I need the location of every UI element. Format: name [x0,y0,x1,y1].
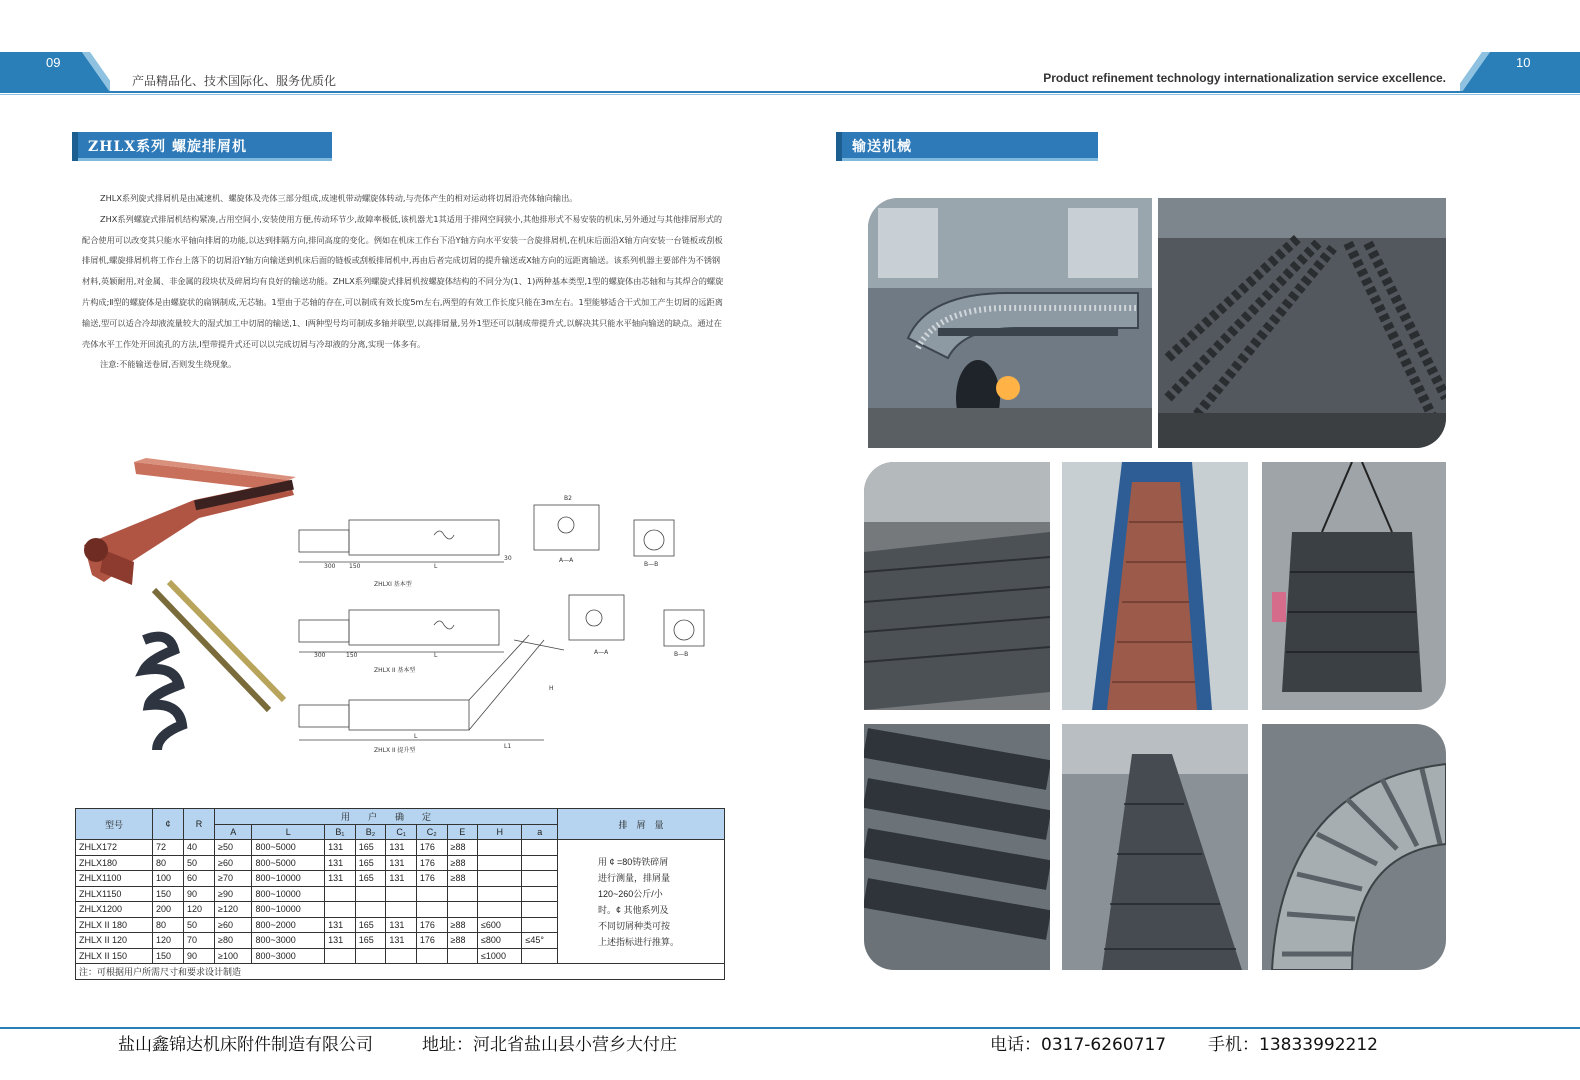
table-cell: 72 [153,840,184,856]
table-cell [355,902,386,918]
table-cell [522,840,558,856]
product-description [82,188,726,375]
table-cell: 80 [153,855,184,871]
photo-chain-plate-belt-lifted [1262,462,1446,710]
table-cell: ≥60 [215,917,252,933]
table-cell: ≥100 [215,948,252,964]
table-cell [325,948,356,964]
drawing-type1 [299,495,674,588]
table-cell: ≥60 [215,855,252,871]
drawing-caption: ZHLX II 提升型 [374,747,416,754]
dim-label: 150 [349,563,361,570]
table-cell: 800~10000 [252,886,325,902]
th-h: H [477,824,521,840]
photo-long-chain-conveyor [1062,724,1248,970]
table-cell [416,948,447,964]
section-title-conveyors: 输送机械 [852,139,912,155]
th-b1: B₁ [325,824,356,840]
table-cell: 176 [416,933,447,949]
table-cell: ≥88 [447,917,477,933]
section-title-screw-conveyor: ZHLX系列 螺旋排屑机 [88,139,248,155]
description-note: 注意:不能输送卷屑,否则发生绕现象。 [100,359,237,370]
table-cell: 60 [184,871,215,887]
table-cell: 150 [153,948,184,964]
table-cell: 40 [184,840,215,856]
th-alpha: a [522,824,558,840]
photo-inclined-scraper-conveyor [1062,462,1248,710]
footer-address: 地址：河北省盐山县小营乡大付庄 [422,1035,677,1055]
table-cell: 131 [386,933,417,949]
drawing-type2 [299,595,704,674]
table-cell: 165 [355,840,386,856]
table-cell [477,902,521,918]
capacity-note-line: 120~260公斤/小 [598,888,663,899]
table-cell: 800~5000 [252,855,325,871]
table-cell: ZHLX1100 [76,871,153,887]
table-cell [477,855,521,871]
th-capacity: 排 屑 量 [558,809,725,840]
spiral-blade-image [144,637,182,750]
capacity-note-line: 上述指标进行推算。 [598,936,680,947]
table-cell: ZHLX1200 [76,902,153,918]
table-cell: ≥88 [447,840,477,856]
th-c1: C₁ [386,824,417,840]
footer-phone: 电话：0317-6260717 [990,1035,1167,1055]
photo-chain-plate-stack [864,724,1050,970]
table-cell: 165 [355,871,386,887]
table-cell: 90 [184,886,215,902]
table-cell [386,948,417,964]
header-rule [0,91,1580,93]
capacity-note-line: 用 ¢ =80铸铁碎屑 [598,856,669,867]
dim-label: A—A [594,649,609,656]
photo-screw-shafts [1158,198,1446,448]
table-cell [522,902,558,918]
th-a: A [215,824,252,840]
table-cell: 131 [325,855,356,871]
drawing-caption: ZHLXI 基本型 [374,581,412,588]
table-cell [447,886,477,902]
table-footnote: 注：可根据用户所需尺寸和要求设计制造 [76,964,725,980]
footer-mobile: 手机：13833992212 [1208,1035,1378,1055]
table-cell: ≥88 [447,871,477,887]
table-cell: 131 [386,917,417,933]
description-paragraph: ZHLX系列旋式排屑机是由减速机、螺旋体及壳体三部分组成,成速机带动螺旋体转动,与壳体产生的相对运动将切屑沿壳体轴向输出。 [100,193,578,203]
capacity-note [558,840,725,964]
table-cell: 176 [416,840,447,856]
product-illustration [74,450,734,780]
table-cell: ZHLX180 [76,855,153,871]
drawing-type3 [299,635,564,754]
table-cell: 131 [386,840,417,856]
table-cell: 50 [184,855,215,871]
dim-label: H [549,685,554,692]
table-cell: ≥50 [215,840,252,856]
table-cell: 800~2000 [252,917,325,933]
table-cell: 800~10000 [252,871,325,887]
table-cell: ZHLX II 180 [76,917,153,933]
table-cell [416,902,447,918]
description-paragraph: ZHX系列螺旋式排屑机结构紧凑,占用空间小,安装使用方便,传动环节少,故障率极低,该机器尤1其适用于排网空间狭小,其他排形式不易安装的机床,另外通过与其他排屑形式的配合使用可以改变其只能水平轴向排屑的功能,以达到排隔方向,排同高度的变化。例如在机床工作台下沿Y轴方向水平安装一合旋排屑机,在机床后面沿X轴方向安装一台链板或刮板排屑机,螺旋排屑机将工作台上落下的切屑沿Y轴方向输送到机床后面的链板或刮板排屑机中,再由后者完成切屑的提升输送或X轴方向的远距离输送。该系列机器主要部件为不锈钢材料,英颖耐用,对金属、非金属的段块状及碎屑均有良好的输送功能。ZHLX系列螺旋式排屑机按螺旋体结构的不同分为(1、1)两种基本类型,1型的螺旋体由芯轴和与其焊合的螺旋片构成;Ⅱ型的螺旋体是由螺旋状的扁钢制成,无芯轴。1型由于芯轴的存在,可以制成有效长度5m左右,两型的有效工作长度只能在3m左右。1型能够适合干式加工产生切屑的远距离输送,型可以适合冷却液流量较大的湿式加工中切屑的输送,1、I两种型号均可制成多轴并联型,以高排屑量,另外1型还可以制成带提升式,以解决其只能水平轴向输送的缺点。通过在壳体水平工作处开回流孔的方法,I型带提升式还可以以完成切屑与冷却液的分离,实现一体多有。 [82,213,724,349]
table-cell: ≤600 [477,917,521,933]
table-cell: 131 [325,917,356,933]
table-cell: ZHLX II 150 [76,948,153,964]
slogan-chinese: 产品精品化、技术国际化、服务优质化 [132,74,337,88]
table-cell [477,840,521,856]
table-cell [522,948,558,964]
photo-curved-roller-conveyor [1262,724,1446,970]
table-cell: 131 [325,871,356,887]
footer-company: 盐山鑫锦达机床附件制造有限公司 [118,1035,373,1055]
table-cell: ≤1000 [477,948,521,964]
table-cell: 50 [184,917,215,933]
table-cell: 90 [184,948,215,964]
table-cell: ≤45° [522,933,558,949]
table-cell [522,871,558,887]
table-cell [477,871,521,887]
table-cell: ZHLX1150 [76,886,153,902]
dim-label: 150 [346,652,358,659]
dim-label: B—B [644,561,659,568]
table-cell [522,886,558,902]
page-number-right: 10 [1516,55,1531,70]
table-cell: ≥88 [447,933,477,949]
dim-label: 300 [314,652,326,659]
table-cell: 150 [153,886,184,902]
table-cell [447,948,477,964]
th-user-defined: 用 户 确 定 [215,809,558,825]
table-cell: ≥120 [215,902,252,918]
dim-label: L [414,733,418,740]
table-cell: ZHLX II 120 [76,933,153,949]
th-c2: C₂ [416,824,447,840]
table-cell: ≥88 [447,855,477,871]
table-cell: 70 [184,933,215,949]
table-cell: 165 [355,917,386,933]
table-cell: 176 [416,871,447,887]
page-number-left: 09 [46,55,61,70]
dim-label: 300 [324,563,336,570]
th-diameter: ¢ [153,809,184,840]
th-e: E [447,824,477,840]
section-title-bar-right [842,132,1098,161]
table-cell [386,902,417,918]
dim-label: A—A [559,557,574,564]
table-cell: ≥80 [215,933,252,949]
th-r: R [184,809,215,840]
table-cell: 176 [416,855,447,871]
dim-label: L [434,652,438,659]
table-cell: 176 [416,917,447,933]
table-cell: 131 [386,855,417,871]
capacity-note-line: 进行测量，排屑量 [598,872,671,883]
dim-label: B—B [674,651,689,658]
table-cell: 131 [386,871,417,887]
table-cell: 200 [153,902,184,918]
table-cell [522,917,558,933]
photo-chain-plate-conveyor [864,462,1050,710]
capacity-note-line: 不同切屑种类可按 [598,920,671,931]
table-cell [447,902,477,918]
table-cell: 800~10000 [252,902,325,918]
table-cell: 165 [355,855,386,871]
table-cell: ≥90 [215,886,252,902]
th-b2: B₂ [355,824,386,840]
header-rule-light [0,94,1580,95]
capacity-note-line: 时。¢ 其他系列及 [598,904,669,915]
dim-label: 30 [504,555,512,562]
slogan-english: Product refinement technology internationalization service excellence. [1043,71,1446,85]
table-row [76,840,725,856]
spec-table [75,808,725,980]
table-cell: 800~3000 [252,948,325,964]
dim-label: L [434,563,438,570]
th-l: L [252,824,325,840]
th-model: 型号 [76,809,153,840]
dim-label: B2 [564,495,572,502]
table-cell: 131 [325,840,356,856]
table-cell [325,886,356,902]
table-cell: 80 [153,917,184,933]
section-title-bar-left [78,132,332,161]
table-cell [477,886,521,902]
table-cell: 800~3000 [252,933,325,949]
table-cell [386,886,417,902]
photo-curved-roller-conveyor-welding [868,198,1152,448]
table-cell: ≤800 [477,933,521,949]
table-cell: 120 [184,902,215,918]
table-cell: 131 [325,933,356,949]
table-cell [522,855,558,871]
table-cell [355,886,386,902]
table-cell [416,886,447,902]
dim-label: L1 [504,743,512,750]
drawing-caption: ZHLX II 基本型 [374,667,416,674]
table-cell: 800~5000 [252,840,325,856]
table-cell: ZHLX172 [76,840,153,856]
table-cell [355,948,386,964]
table-cell: 100 [153,871,184,887]
table-cell [325,902,356,918]
table-cell: 120 [153,933,184,949]
table-cell: ≥70 [215,871,252,887]
screw-conveyor-housing-image [84,458,296,585]
footer-rule [0,1027,1580,1029]
table-cell: 165 [355,933,386,949]
